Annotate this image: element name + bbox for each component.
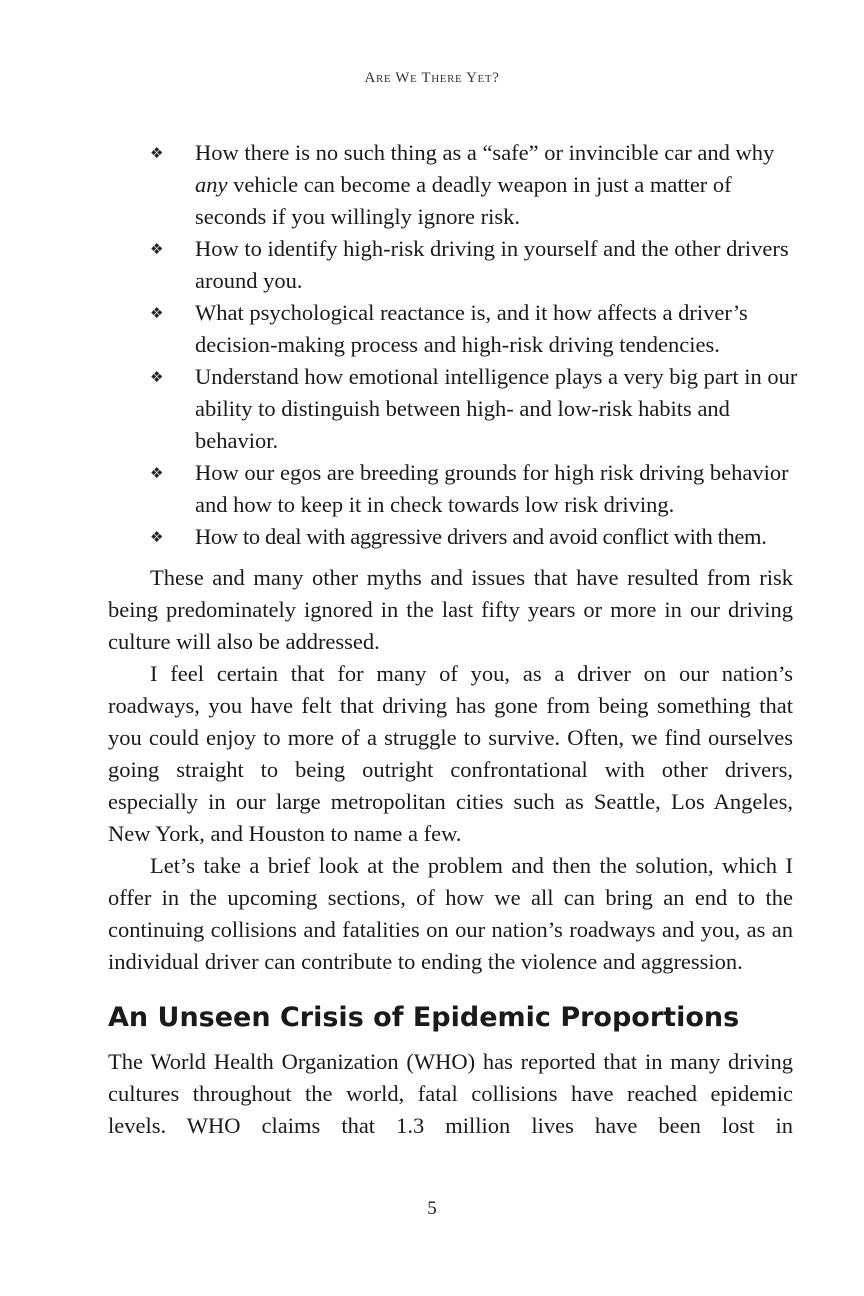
list-item-text-start: How there is no such thing as a “safe” or invincible car and why (195, 140, 775, 165)
list-item-text: What psychological reactance is, and it how affects a driver’s decision-making process and high-risk driving tendencies. (195, 300, 748, 357)
list-item (150, 137, 800, 233)
running-head: Are We There Yet? (364, 70, 500, 86)
body-text (108, 562, 793, 978)
section-body (108, 1046, 793, 1142)
diamond-bullet-icon: ❖ (150, 144, 164, 162)
list-item-emphasis: any (195, 172, 228, 197)
paragraph: These and many other myths and issues that have resulted from risk being predominately ignored in the last fifty years or more in our driving culture will also be addressed. (108, 565, 793, 654)
diamond-bullet-icon: ❖ (150, 368, 164, 386)
paragraph: I feel certain that for many of you, as a driver on our nation’s roadways, you have felt that driving has gone from being something that you could enjoy to more of a struggle to survive. Often, we find ourselves going straight to being outright confrontational with other drivers, especially in our large metropolitan cities such as Seattle, Los Angeles, New York, and Houston to name a few. (108, 661, 793, 846)
list-item-text: How to identify high-risk driving in yourself and the other drivers around you. (195, 236, 789, 293)
diamond-bullet-icon: ❖ (150, 528, 164, 546)
diamond-bullet-icon: ❖ (150, 304, 164, 322)
paragraph: The World Health Organization (WHO) has reported that in many driving cultures throughout the world, fatal collisions have reached epidemic levels. WHO claims that 1.3 million lives have been lost in (108, 1049, 793, 1138)
diamond-bullet-icon: ❖ (150, 240, 164, 258)
list-item-text-end: vehicle can become a deadly weapon in just a matter of seconds if you willingly ignore risk. (195, 172, 732, 229)
list-item-text: How to deal with aggressive drivers and avoid conflict with them. (195, 524, 767, 549)
list-item (150, 521, 800, 553)
list-item-text: Understand how emotional intelligence plays a very big part in our ability to distinguish between high- and low-risk habits and behavior. (195, 364, 798, 453)
list-item-text: How our egos are breeding grounds for high risk driving behavior and how to keep it in check towards low risk driving. (195, 460, 789, 517)
list-item (150, 297, 800, 361)
diamond-bullet-icon: ❖ (150, 464, 164, 482)
paragraph: Let’s take a brief look at the problem and then the solution, which I offer in the upcoming sections, of how we all can bring an end to the continuing collisions and fatalities on our nation’s roadways and you, as an individual driver can contribute to ending the violence and aggression. (108, 853, 793, 974)
page-number: 5 (427, 1198, 437, 1219)
bullet-list (150, 137, 800, 553)
section-heading: An Unseen Crisis of Epidemic Proportions (108, 1002, 740, 1033)
list-item (150, 457, 800, 521)
list-item (150, 233, 800, 297)
list-item (150, 361, 800, 457)
